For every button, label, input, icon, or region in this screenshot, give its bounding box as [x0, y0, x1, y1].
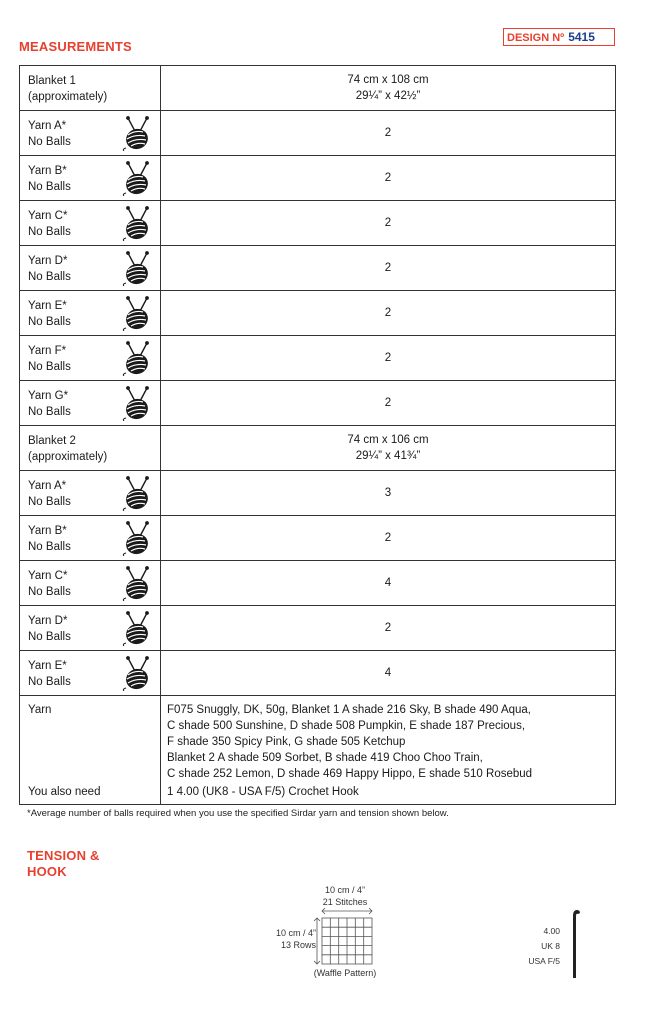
- row-label-cell: [20, 426, 161, 471]
- row-sublabel: No Balls: [28, 541, 71, 553]
- width-label-stitches: 21 Stitches: [322, 897, 368, 907]
- row-value-cell: [161, 156, 616, 201]
- row-label-cell: [20, 606, 161, 651]
- row-label-cell: [20, 561, 161, 606]
- row-value-cell: [161, 336, 616, 381]
- row-label-cell: [20, 651, 161, 696]
- table-row: [20, 66, 616, 111]
- row-value: 2: [384, 127, 392, 139]
- row-value-cell: [161, 111, 616, 156]
- row-sublabel: No Balls: [28, 406, 71, 418]
- table-row: [20, 471, 616, 516]
- table-row: [20, 651, 616, 696]
- row-value-cell: [161, 66, 616, 111]
- row-value-cell: [161, 606, 616, 651]
- row-sublabel: (approximately): [28, 451, 108, 463]
- row-value: 4: [384, 667, 392, 679]
- yarn-ball-icon: [120, 340, 154, 376]
- yarn-ball-icon: [120, 385, 154, 421]
- measurements-title: MEASUREMENTS: [19, 39, 132, 54]
- yarn-ball-icon: [120, 250, 154, 286]
- yarn-ball-icon: [120, 295, 154, 331]
- row-label: Blanket 2: [28, 435, 76, 447]
- row-sublabel: No Balls: [28, 676, 71, 688]
- row-value: 4: [384, 577, 392, 589]
- row-value: 2: [384, 352, 392, 364]
- row-value: 2: [384, 622, 392, 634]
- row-value: 2: [384, 172, 392, 184]
- hook-uk: UK 8: [541, 941, 560, 951]
- row-sublabel: No Balls: [28, 181, 71, 193]
- row-label-cell: [20, 471, 161, 516]
- table-row: [20, 111, 616, 156]
- table-row: [20, 156, 616, 201]
- row-value-cell: [161, 561, 616, 606]
- row-label-cell: [20, 156, 161, 201]
- row-sublabel: No Balls: [28, 361, 71, 373]
- row-label: Yarn G*: [28, 390, 69, 402]
- row-value-cell: [161, 201, 616, 246]
- row-label: Yarn F*: [28, 345, 67, 357]
- yarn-label: Yarn: [28, 704, 52, 716]
- row-sublabel: No Balls: [28, 631, 71, 643]
- yarn-ball-icon: [120, 160, 154, 196]
- table-row-yarn: [20, 696, 616, 805]
- pattern-label: (Waffle Pattern): [313, 968, 377, 978]
- row-value-cell: [161, 381, 616, 426]
- design-number-box: [503, 28, 615, 46]
- yarn-line: F075 Snuggly, DK, 50g, Blanket 1 A shade 216 Sky, B shade 490 Aqua,: [167, 704, 531, 716]
- also-need-value: 1 4.00 (UK8 - USA F/5) Crochet Hook: [167, 786, 359, 798]
- row-sublabel: No Balls: [28, 136, 71, 148]
- row-label: Yarn B*: [28, 525, 67, 537]
- hook-size: 4.00: [543, 926, 560, 936]
- row-label: Yarn E*: [28, 300, 67, 312]
- tension-title: [27, 848, 100, 880]
- row-value: 74 cm x 108 cm: [347, 74, 429, 86]
- yarn-ball-icon: [120, 115, 154, 151]
- table-row: [20, 606, 616, 651]
- row-label-cell: [20, 291, 161, 336]
- row-label: Yarn A*: [28, 480, 67, 492]
- row-sublabel: (approximately): [28, 91, 108, 103]
- row-sublabel: No Balls: [28, 316, 71, 328]
- width-label-cm: 10 cm / 4”: [324, 885, 365, 895]
- row-sublabel: No Balls: [28, 586, 71, 598]
- hook-usa: USA F/5: [528, 956, 560, 966]
- row-value: 2: [384, 307, 392, 319]
- row-sublabel: No Balls: [28, 226, 71, 238]
- footnote: *Average number of balls required when you use the specified Sirdar yarn and tension shown below.: [27, 808, 449, 819]
- yarn-line: C shade 500 Sunshine, D shade 508 Pumpkin, E shade 187 Precious,: [167, 720, 526, 732]
- tension-grid-diagram: [310, 906, 380, 968]
- row-label-cell: [20, 336, 161, 381]
- tension-title-line2: HOOK: [27, 864, 67, 879]
- hook-sizes: [510, 924, 560, 969]
- table-row: [20, 381, 616, 426]
- yarn-line: C shade 252 Lemon, D shade 469 Happy Hippo, E shade 510 Rosebud: [167, 768, 533, 780]
- row-label-cell: [20, 381, 161, 426]
- row-label: Yarn C*: [28, 210, 68, 222]
- yarn-line: F shade 350 Spicy Pink, G shade 505 Ketchup: [167, 736, 406, 748]
- width-label: [300, 884, 390, 908]
- row-value: 2: [384, 532, 392, 544]
- row-value-imperial: 29¼” x 42½”: [355, 90, 421, 102]
- row-label: Yarn D*: [28, 615, 68, 627]
- row-label: Yarn B*: [28, 165, 67, 177]
- height-label-cm: 10 cm / 4”: [275, 928, 316, 938]
- yarn-ball-icon: [120, 205, 154, 241]
- row-label: Yarn A*: [28, 120, 67, 132]
- measurements-table: [19, 65, 616, 805]
- row-sublabel: No Balls: [28, 496, 71, 508]
- row-value-cell: [161, 426, 616, 471]
- row-label: Yarn D*: [28, 255, 68, 267]
- yarn-ball-icon: [120, 655, 154, 691]
- yarn-label-cell: [20, 696, 161, 805]
- row-value-cell: [161, 471, 616, 516]
- row-value: 2: [384, 262, 392, 274]
- row-label-cell: [20, 516, 161, 561]
- height-label: [258, 927, 316, 951]
- row-value: 2: [384, 397, 392, 409]
- height-label-rows: 13 Rows: [280, 940, 316, 950]
- table-row: [20, 291, 616, 336]
- row-label-cell: [20, 66, 161, 111]
- row-value: 2: [384, 217, 392, 229]
- table-row: [20, 201, 616, 246]
- row-value-cell: [161, 516, 616, 561]
- row-value-cell: [161, 651, 616, 696]
- row-label-cell: [20, 111, 161, 156]
- table-row: [20, 426, 616, 471]
- design-number: 5415: [568, 30, 595, 44]
- table-row: [20, 516, 616, 561]
- yarn-value-cell: [161, 696, 616, 805]
- row-label: Blanket 1: [28, 75, 76, 87]
- crochet-hook-icon: [566, 908, 584, 980]
- yarn-ball-icon: [120, 565, 154, 601]
- also-need-label: You also need: [28, 786, 101, 798]
- tension-title-line1: TENSION &: [27, 848, 100, 863]
- row-value: 3: [384, 487, 392, 499]
- row-value-imperial: 29¼” x 41¾”: [355, 450, 421, 462]
- row-label-cell: [20, 246, 161, 291]
- design-label: DESIGN Nº: [507, 32, 565, 44]
- yarn-ball-icon: [120, 610, 154, 646]
- yarn-ball-icon: [120, 520, 154, 556]
- table-row: [20, 246, 616, 291]
- row-label: Yarn E*: [28, 660, 67, 672]
- row-label: Yarn C*: [28, 570, 68, 582]
- row-value-cell: [161, 291, 616, 336]
- row-sublabel: No Balls: [28, 271, 71, 283]
- yarn-ball-icon: [120, 475, 154, 511]
- table-row: [20, 561, 616, 606]
- row-value-cell: [161, 246, 616, 291]
- row-label-cell: [20, 201, 161, 246]
- row-value: 74 cm x 106 cm: [347, 434, 429, 446]
- yarn-line: Blanket 2 A shade 509 Sorbet, B shade 419 Choo Choo Train,: [167, 752, 483, 764]
- table-row: [20, 336, 616, 381]
